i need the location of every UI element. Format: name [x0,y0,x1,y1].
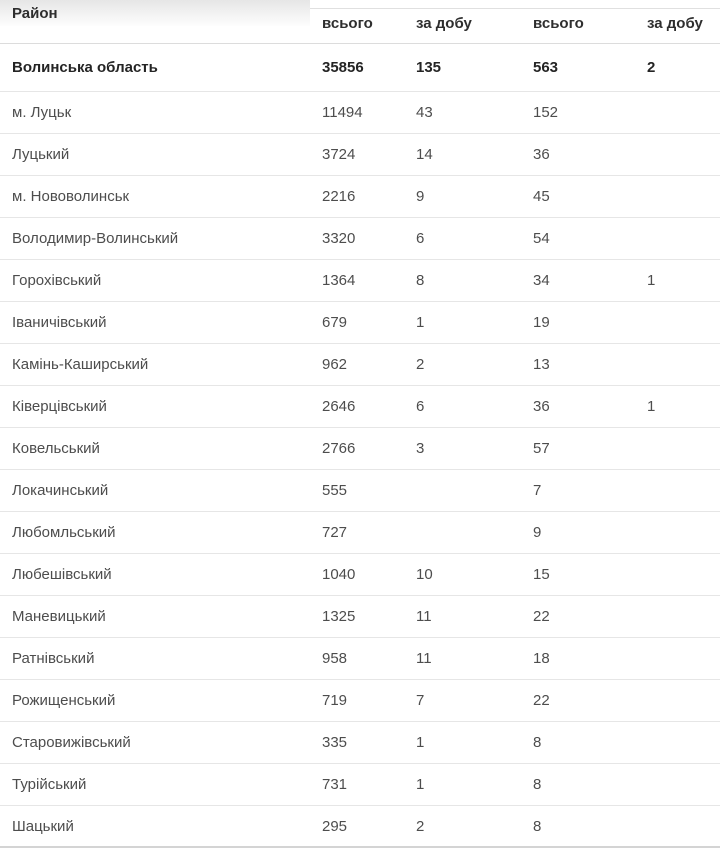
cases-day-cell: 3 [416,440,425,457]
cases-day-cell: 2 [416,356,425,373]
district-name-cell: Любешівський [12,566,112,583]
table-row [0,764,720,806]
district-name-cell: Ратнівський [12,650,95,667]
table-row [0,806,720,848]
deaths-total-cell: 13 [533,356,550,373]
district-name-cell: Камінь-Каширський [12,356,149,373]
cases-day-cell: 135 [416,59,442,76]
cases-total-cell: 727 [322,524,348,541]
cases-total-cell: 35856 [322,59,364,76]
cases-day-cell: 11 [416,650,432,667]
cases-day-cell: 7 [416,692,425,709]
table-row [0,680,720,722]
table-header [0,0,720,44]
deaths-total-cell: 57 [533,440,550,457]
district-name-cell: Луцький [12,146,70,163]
deaths-total-cell: 563 [533,59,559,76]
table-row [0,638,720,680]
cases-day-cell: 6 [416,230,425,247]
column-header-cases-day[interactable]: за добу [416,15,472,32]
district-name-cell: Локачинський [12,482,109,499]
district-name-cell: Старовижівський [12,734,131,751]
cases-day-cell: 10 [416,566,433,583]
district-name-cell: Рожищенський [12,692,116,709]
column-header-district-label: Район [12,4,58,22]
column-header-deaths-total[interactable]: всього [533,15,584,32]
table-row [0,722,720,764]
table-row [0,554,720,596]
table-row [0,386,720,428]
deaths-total-cell: 36 [533,398,550,415]
table-row [0,596,720,638]
cases-day-cell: 6 [416,398,425,415]
deaths-total-cell: 7 [533,482,542,499]
cases-day-cell: 9 [416,188,425,205]
district-name-cell: Турійський [12,776,87,793]
table-row [0,302,720,344]
cases-day-cell: 2 [416,817,425,835]
deaths-total-cell: 9 [533,524,542,541]
deaths-day-cell: 2 [647,59,656,76]
column-header-deaths-day[interactable]: за добу [647,15,703,32]
table-row [0,134,720,176]
subheader-row [0,15,720,32]
deaths-total-cell: 34 [533,272,550,289]
cases-day-cell: 1 [416,314,425,331]
cases-day-cell: 43 [416,104,433,121]
deaths-total-cell: 8 [533,776,542,793]
table-row [0,260,720,302]
district-name-cell: Ковельський [12,440,100,457]
deaths-total-cell: 22 [533,692,550,709]
table-row [0,512,720,554]
cases-total-cell: 3320 [322,230,356,247]
subheader-spacer [0,15,310,32]
deaths-total-cell: 45 [533,188,550,205]
table-row-oblast-total [0,44,720,92]
district-name-cell: Волинська область [12,59,158,76]
cases-total-cell: 335 [322,734,348,751]
table-row [0,176,720,218]
cases-total-cell: 1040 [322,566,356,583]
cases-total-cell: 719 [322,692,348,709]
deaths-day-cell: 1 [647,398,656,415]
district-name-cell: Володимир-Волинський [12,230,179,247]
cases-total-cell: 731 [322,776,348,793]
cases-total-cell: 2216 [322,188,356,205]
cases-total-cell: 2766 [322,440,356,457]
cases-total-cell: 3724 [322,146,356,163]
cases-day-cell: 8 [416,272,425,289]
district-name-cell: м. Нововолинськ [12,188,130,205]
cases-day-cell: 14 [416,146,433,163]
column-header-cases-total[interactable]: всього [322,15,373,32]
deaths-total-cell: 22 [533,608,550,625]
cases-total-cell: 958 [322,650,348,667]
cases-total-cell: 555 [322,482,348,499]
table-row [0,344,720,386]
table-row [0,92,720,134]
cases-day-cell: 1 [416,734,425,751]
district-name-cell: м. Луцьк [12,104,72,121]
deaths-total-cell: 19 [533,314,550,331]
deaths-total-cell: 8 [533,734,542,751]
deaths-day-cell: 1 [647,272,656,289]
district-name-cell: Шацький [12,817,74,835]
header-top-rule [310,8,720,9]
cases-total-cell: 2646 [322,398,356,415]
cases-total-cell: 11494 [322,104,363,121]
district-name-cell: Маневицький [12,608,106,625]
cases-total-cell: 1364 [322,272,356,289]
deaths-total-cell: 152 [533,104,559,121]
deaths-total-cell: 15 [533,566,550,583]
cases-day-cell: 11 [416,608,432,625]
district-name-cell: Ківерцівський [12,398,107,415]
deaths-total-cell: 54 [533,230,550,247]
table-row [0,428,720,470]
cases-total-cell: 295 [322,817,348,835]
district-name-cell: Горохівський [12,272,102,289]
table-row [0,470,720,512]
deaths-total-cell: 18 [533,650,550,667]
cases-total-cell: 1325 [322,608,356,625]
deaths-total-cell: 8 [533,817,542,835]
district-name-cell: Іваничівський [12,314,107,331]
table-row [0,218,720,260]
cases-total-cell: 679 [322,314,348,331]
cases-total-cell: 962 [322,356,348,373]
cases-day-cell: 1 [416,776,425,793]
deaths-total-cell: 36 [533,146,550,163]
district-name-cell: Любомльський [12,524,116,541]
